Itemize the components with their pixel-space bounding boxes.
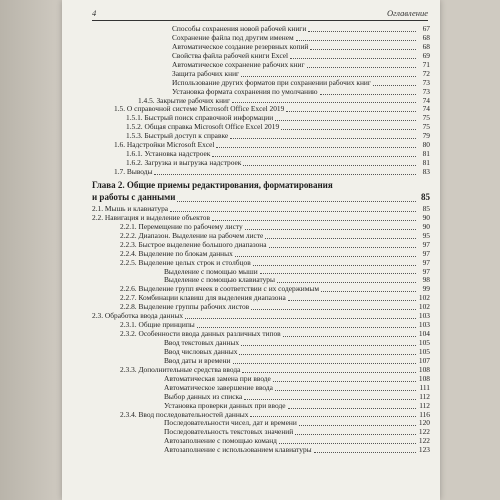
toc-leader-dots (177, 200, 416, 202)
toc-entry-title: Выделение с помощью клавиатуры (164, 275, 275, 285)
toc-leader-dots (197, 326, 416, 328)
toc-entry-page: 73 (422, 86, 430, 96)
toc-entry (92, 122, 430, 131)
toc-leader-dots (245, 228, 416, 230)
toc-entry (92, 267, 430, 276)
toc-entry-page: 105 (418, 338, 430, 347)
toc-entry-title: 2.2.7. Комбинации клавиш для выделения диапазона (120, 293, 286, 303)
toc-entry (92, 356, 430, 365)
toc-entry-page: 75 (422, 113, 430, 123)
toc-entry-page: 80 (422, 140, 430, 150)
toc-entry (92, 284, 430, 293)
toc-entry-title: и работы с данными (92, 191, 176, 202)
toc-entry-title: Выбор данных из списка (164, 391, 243, 401)
toc-entry-title: 1.5. О справочной системе Microsoft Office Excel 2019 (114, 104, 285, 114)
toc-entry-title: 2.3.3. Дополнительные средства ввода (120, 364, 241, 374)
toc-entry (92, 445, 430, 454)
toc-entry (92, 240, 430, 249)
toc-leader-dots (281, 128, 416, 130)
toc-entry-page: 98 (422, 275, 430, 285)
toc-entry-page: 99 (422, 284, 430, 294)
toc-entry-title: 2.2.2. Диапазон. Выделение на рабочем листе (120, 230, 264, 240)
toc-entry-page: 95 (422, 230, 430, 240)
toc-entry-title: 2.2. Навигация и выделение объектов (92, 212, 210, 222)
toc-entry (92, 347, 430, 356)
toc-entry-title: 2.2.1. Перемещение по рабочему листу (120, 221, 243, 231)
toc-entry-page: 90 (422, 212, 430, 222)
toc-leader-dots (275, 119, 416, 121)
toc-entry (92, 427, 430, 436)
toc-entry-title: 2.3. Обработка ввода данных (92, 311, 184, 321)
toc-entry-page: 102 (418, 293, 430, 303)
toc-entry-title: Последовательность текстовых значений (164, 427, 294, 437)
toc-entry-title: Автоматическая замена при вводе (164, 373, 271, 383)
toc-entry-title: 2.3.1. Общие принципы (120, 320, 195, 330)
toc-entry (92, 374, 430, 383)
toc-leader-dots (216, 146, 416, 148)
toc-leader-dots (283, 335, 416, 337)
book-page (62, 0, 440, 500)
toc-entry-title: Выделение с помощью мыши (164, 266, 258, 276)
toc-leader-dots (241, 344, 416, 346)
toc-entry (92, 258, 430, 267)
toc-entry-title: Автозаполнение с помощью команд (164, 436, 277, 446)
toc-entry (92, 401, 430, 410)
running-header (92, 8, 428, 21)
toc-entry (92, 104, 430, 113)
toc-entry (92, 140, 430, 149)
toc-entry-title: 1.5.1. Быстрый поиск справочной информации (126, 113, 274, 123)
toc-leader-dots (233, 362, 417, 364)
toc-entry (92, 293, 430, 302)
toc-leader-dots (308, 30, 416, 32)
toc-entry-page: 85 (422, 203, 430, 213)
toc-entry-title: 1.5.2. Общая справка Microsoft Office Excel 2019 (126, 122, 280, 132)
toc-entry-page: 68 (422, 41, 430, 51)
toc-entry (92, 383, 430, 392)
toc-entry-page: 72 (422, 68, 430, 78)
toc-entry-title: 1.6.2. Загрузка и выгрузка надстроек (126, 158, 242, 168)
toc-entry-title: Глава 2. Общие приемы редактирования, форматирования (92, 179, 333, 190)
toc-chapter-heading (92, 191, 430, 203)
toc-leader-dots (242, 371, 416, 373)
toc-entry-title: 2.3.4. Ввод последовательностей данных (120, 409, 249, 419)
toc-entry (92, 69, 430, 78)
toc-entry (92, 311, 430, 320)
toc-leader-dots (307, 66, 416, 68)
toc-leader-dots (235, 255, 416, 257)
toc-entry-page: 107 (418, 355, 430, 365)
toc-leader-dots (244, 398, 416, 400)
toc-leader-dots (212, 155, 416, 157)
toc-entry (92, 60, 430, 69)
toc-entry-title: 1.4.5. Закрытие рабочих книг (138, 95, 231, 105)
toc-entry (92, 149, 430, 158)
toc-leader-dots (239, 353, 416, 355)
toc-entry-page: 97 (422, 257, 430, 267)
toc-leader-dots (243, 164, 416, 166)
toc-leader-dots (288, 299, 416, 301)
toc-leader-dots (320, 93, 416, 95)
toc-leader-dots (295, 433, 416, 435)
toc-leader-dots (290, 57, 416, 59)
toc-entry (92, 24, 430, 33)
toc-entry-title: 2.2.3. Быстрое выделение большого диапазона (120, 239, 267, 249)
toc-entry-title: 2.2.8. Выделение группы рабочих листов (120, 302, 250, 312)
toc-entry-title: 1.5.3. Быстрый доступ к справке (126, 131, 229, 141)
toc-entry (92, 78, 430, 87)
toc-leader-dots (373, 84, 416, 86)
toc-entry-page: 69 (422, 50, 430, 60)
toc-leader-dots (288, 407, 417, 409)
toc-leader-dots (253, 264, 416, 266)
toc-leader-dots (260, 272, 416, 274)
toc-entry (92, 329, 430, 338)
toc-entry (92, 131, 430, 140)
toc-leader-dots (277, 281, 416, 283)
toc-leader-dots (273, 380, 416, 382)
toc-leader-dots (185, 317, 416, 319)
toc-entry (92, 320, 430, 329)
toc-entry (92, 392, 430, 401)
toc-entry (92, 113, 430, 122)
toc-entry-page: 81 (422, 149, 430, 159)
toc-entry-title: 2.3.2. Особенности ввода данных различных типов (120, 329, 281, 339)
toc-entry-page: 108 (418, 364, 430, 374)
toc-entry-title: Автоматическое создание резервных копий (172, 41, 309, 51)
toc-entry-page: 79 (422, 131, 430, 141)
toc-entry-page: 97 (422, 266, 430, 276)
toc-entry-page: 103 (418, 311, 430, 321)
toc-entry-title: Защита рабочих книг (172, 68, 240, 78)
toc-entry (92, 231, 430, 240)
toc-entry-page: 97 (422, 248, 430, 258)
toc-entry-page: 105 (418, 346, 430, 356)
toc-entry-title: Автозаполнение с использованием клавиатуры (164, 445, 312, 455)
toc-entry (92, 213, 430, 222)
toc-entry (92, 96, 430, 105)
toc-leader-dots (230, 137, 416, 139)
toc-entry-page: 90 (422, 221, 430, 231)
toc-leader-dots (279, 442, 416, 444)
toc-leader-dots (275, 389, 416, 391)
toc-entry (92, 42, 430, 51)
toc-entry-page: 104 (418, 329, 430, 339)
toc-entry-page: 112 (419, 400, 430, 410)
toc-leader-dots (296, 39, 416, 41)
toc-entry-title: 1.6.1. Установка надстроек (126, 149, 211, 159)
toc-leader-dots (170, 210, 416, 212)
toc-entry-page: 108 (418, 373, 430, 383)
toc-entry (92, 410, 430, 419)
toc-entry-page: 73 (422, 77, 430, 87)
toc-entry-title: Сохранение файла под другим именем (172, 32, 294, 42)
toc-leader-dots (232, 101, 416, 103)
toc-entry-title: Ввод даты и времени (164, 355, 231, 365)
toc-entry-page: 111 (419, 382, 430, 392)
toc-entry-page: 103 (418, 320, 430, 330)
toc-entry-title: 2.1. Мышь и клавиатура (92, 203, 169, 213)
toc-entry (92, 436, 430, 445)
toc-entry-title: 2.2.4. Выделение по блокам данных (120, 248, 233, 258)
toc-entry-title: 2.2.5. Выделение целых строк и столбцов (120, 257, 251, 267)
toc-entry (92, 249, 430, 258)
running-title: Оглавление (386, 8, 428, 18)
toc-leader-dots (299, 424, 416, 426)
toc-leader-dots (212, 219, 416, 221)
toc-entry-title: Установка проверки данных при вводе (164, 400, 286, 410)
toc-entry-title: 1.6. Надстройки Microsoft Excel (114, 140, 215, 150)
toc-entry-page: 120 (418, 418, 430, 428)
toc-entry-title: Ввод числовых данных (164, 346, 238, 356)
page-number: 4 (92, 8, 97, 18)
toc-leader-dots (265, 237, 416, 239)
toc-entry-title: 1.7. Выводы (114, 167, 153, 176)
toc-leader-dots (286, 110, 416, 112)
toc-leader-dots (310, 48, 416, 50)
toc-entry-title: Ввод текстовых данных (164, 338, 240, 347)
toc-entry-page: 102 (418, 302, 430, 312)
toc-leader-dots (269, 246, 416, 248)
toc-entry-page: 85 (421, 191, 430, 202)
toc-entry (92, 418, 430, 427)
table-of-contents (92, 24, 430, 454)
toc-entry-page: 122 (418, 436, 430, 446)
toc-entry-title: Установка формата сохранения по умолчанию (172, 86, 318, 96)
toc-entry-page: 71 (422, 59, 430, 69)
toc-entry-page: 68 (422, 32, 430, 42)
toc-entry-page: 112 (419, 391, 430, 401)
toc-leader-dots (154, 173, 416, 175)
toc-entry-page: 74 (422, 104, 430, 114)
toc-entry-page: 74 (422, 95, 430, 105)
toc-entry (92, 365, 430, 374)
toc-entry-page: 116 (419, 409, 430, 419)
toc-entry-page: 122 (418, 427, 430, 437)
toc-entry-title: Способы сохранения новой рабочей книги (172, 24, 307, 33)
toc-entry (92, 51, 430, 60)
toc-entry (92, 167, 430, 176)
toc-entry (92, 302, 430, 311)
toc-entry-title: Использование других форматов при сохранении рабочих книг (172, 77, 371, 87)
toc-entry (92, 222, 430, 231)
toc-entry-page: 83 (422, 167, 430, 176)
toc-entry (92, 338, 430, 347)
toc-entry-title: Автоматическое завершение ввода (164, 382, 273, 392)
toc-leader-dots (250, 415, 416, 417)
toc-entry-title: Автоматическое сохранение рабочих книг (172, 59, 305, 69)
toc-entry (92, 87, 430, 96)
toc-entry-page: 67 (422, 24, 430, 33)
toc-entry (92, 33, 430, 42)
toc-leader-dots (314, 451, 416, 453)
toc-entry (92, 204, 430, 213)
toc-entry-title: 2.2.6. Выделение групп ячеек в соответствии с их содержимым (120, 284, 320, 294)
toc-entry-page: 75 (422, 122, 430, 132)
toc-leader-dots (251, 308, 416, 310)
toc-leader-dots (321, 290, 416, 292)
toc-entry (92, 275, 430, 284)
toc-entry-title: Свойства файла рабочей книги Excel (172, 50, 289, 60)
toc-entry (92, 158, 430, 167)
toc-chapter-heading (92, 179, 430, 191)
toc-entry-title: Последовательности чисел, дат и времени (164, 418, 297, 428)
toc-leader-dots (241, 75, 416, 77)
book-spine-shadow (0, 0, 62, 500)
toc-entry-page: 81 (422, 158, 430, 168)
toc-entry-page: 123 (418, 445, 430, 455)
toc-entry-page: 97 (422, 239, 430, 249)
